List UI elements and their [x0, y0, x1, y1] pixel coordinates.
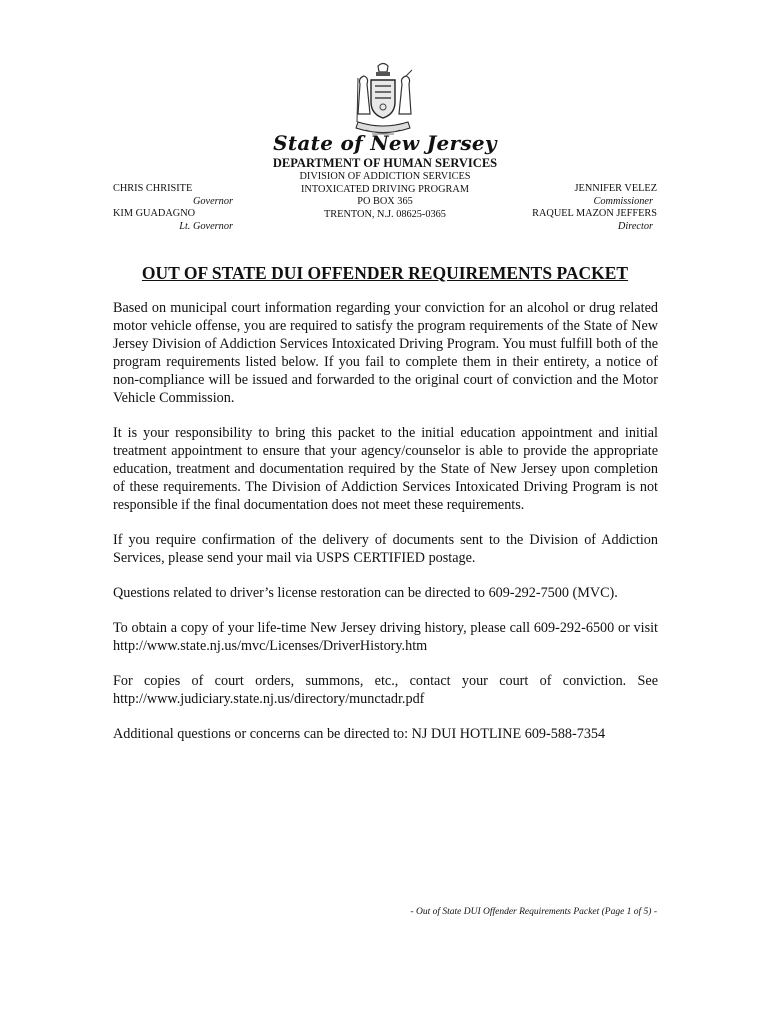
- governor-title: Governor: [192, 195, 233, 207]
- paragraph: Questions related to driver’s license restoration can be directed to 609-292-7500 (MVC).: [113, 585, 618, 601]
- po-box-line: PO BOX 365: [357, 196, 413, 208]
- document-title: OUT OF STATE DUI OFFENDER REQUIREMENTS PACKET: [141, 263, 629, 283]
- officials-left: [113, 183, 233, 233]
- state-seal-icon: [352, 62, 414, 138]
- program-line: INTOXICATED DRIVING PROGRAM: [301, 183, 469, 195]
- paragraph: Additional questions or concerns can be directed to: NJ DUI HOTLINE 609-588-7354: [113, 726, 606, 742]
- department-name: DEPARTMENT OF HUMAN SERVICES: [272, 156, 498, 170]
- commissioner-name: JENNIFER VELEZ: [574, 183, 657, 194]
- paragraph: If you require confirmation of the delivery of documents sent to the Division of Addiction Services, please send your mail via USPS CERTIFIED postage.: [113, 532, 658, 566]
- paragraph: It is your responsibility to bring this packet to the initial education appointment and initial treatment appointment to ensure that your agency/counselor is able to provide the appropriate education, treatment and documentation required by the State of New Jersey upon completion of these requirements. The Division of Addiction Services Intoxicated Driving Program is not responsible if the final documentation does not meet these requirements.: [113, 425, 658, 513]
- commissioner-title: Commissioner: [593, 195, 653, 207]
- officials-right: [507, 183, 657, 233]
- paragraph: For copies of court orders, summons, etc., contact your court of conviction. See http://www.judiciary.state.nj.us/directory/munctadr.pdf: [113, 673, 658, 707]
- lt-governor-title: Lt. Governor: [179, 220, 233, 232]
- director-title: Director: [617, 220, 653, 232]
- document-body: [113, 299, 658, 760]
- page-footer: - Out of State DUI Offender Requirements Packet (Page 1 of 5) -: [410, 907, 657, 917]
- director-name: RAQUEL MAZON JEFFERS: [532, 208, 657, 220]
- division-line: DIVISION OF ADDICTION SERVICES: [299, 171, 471, 182]
- state-name: State of New Jersey: [273, 131, 497, 155]
- lt-governor-name: KIM GUADAGNO: [113, 208, 196, 220]
- city-line: TRENTON, N.J. 08625-0365: [324, 208, 446, 220]
- paragraph: To obtain a copy of your life-time New Jersey driving history, please call 609-292-6500 or visit http://www.state.nj.us/mvc/Licenses/DriverHistory.htm: [113, 620, 658, 654]
- paragraph: Based on municipal court information regarding your conviction for an alcohol or drug related motor vehicle offense, you are required to satisfy the program requirements of the State of New Jersey Division of Addiction Services Intoxicated Driving Program. You must fulfill both of the program requirements listed below. If you fail to complete them in their entirety, a notice of non-compliance will be issued and forwarded to the original court of conviction and the Motor Vehicle Commission.: [113, 300, 658, 406]
- governor-name: CHRIS CHRISITE: [113, 183, 193, 194]
